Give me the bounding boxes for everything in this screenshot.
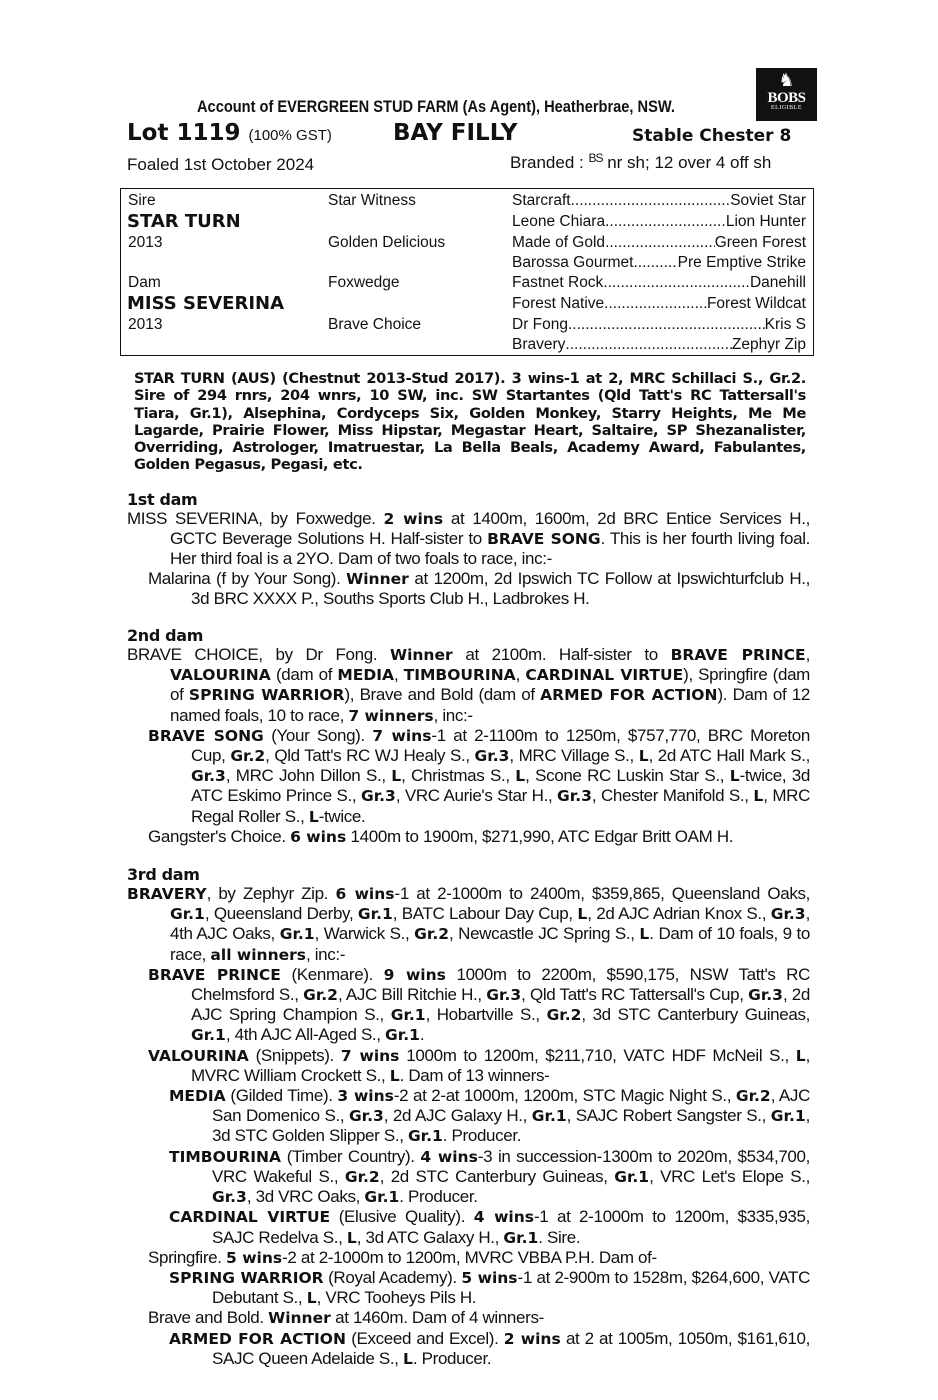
entry-text: , 2d AJC Adrian Knox S.,: [587, 904, 771, 924]
leader-dots: [565, 336, 732, 354]
great-grandsire: Fastnet Rock: [512, 274, 604, 291]
progeny-entry: [127, 1046, 810, 1086]
entry-bold-text: L: [515, 767, 526, 786]
entry-bold-text: Gr.1: [390, 1006, 426, 1025]
entry-text: . Sire.: [538, 1227, 581, 1247]
entry-text: , MRC John Dillon S.,: [225, 766, 392, 786]
logo-text: BOBS: [767, 90, 806, 106]
entry-text: , by Zephyr Zip.: [206, 884, 336, 904]
entry-bold-text: Gr.1: [407, 1127, 443, 1146]
foaled-date: Foaled 1st October 2024: [127, 155, 315, 174]
entry-text: , 3d STC Golden Slipper S.,: [212, 1106, 810, 1146]
entry-bold-text: ARMED FOR ACTION: [540, 686, 718, 705]
entry-bold-text: L: [403, 1349, 413, 1368]
entry-text: ,: [805, 645, 810, 665]
entry-bold-text: Winner: [268, 1309, 331, 1328]
leader-dots: [605, 234, 715, 252]
entry-text: -twice.: [318, 806, 366, 826]
entry-text: , inc:-: [306, 944, 346, 964]
entry-text: , VRC Tooheys Pils H.: [316, 1288, 477, 1308]
entry-bold-text: Gr.1: [770, 1107, 806, 1126]
entry-text: , 4th AJC Oaks,: [170, 904, 810, 944]
great-grandsire-sire: Danehill: [749, 274, 806, 291]
entry-text: BRAVE CHOICE, by Dr Fong.: [127, 645, 390, 665]
entry-text: (Snippets).: [248, 1045, 341, 1065]
entry-bold-text: Gr.2: [344, 1167, 380, 1186]
entry-bold-text: ARMED FOR ACTION: [169, 1329, 346, 1348]
great-grandsire-sire: Green Forest: [714, 234, 806, 251]
entry-bold-text: 2 wins: [503, 1329, 561, 1348]
brand-info: [510, 153, 771, 173]
entry-bold-text: 4 wins: [473, 1208, 534, 1227]
entry-text: -twice, 3d ATC Eskimo Prince S.,: [191, 766, 811, 806]
entry-text: (dam of: [270, 665, 338, 685]
entry-bold-text: Gr.1: [531, 1107, 567, 1126]
entry-text: , Newcastle JC Spring S.,: [449, 924, 640, 944]
entry-text: (Timber Country).: [281, 1146, 421, 1166]
entry-text: (Your Song).: [263, 725, 373, 745]
entry-bold-text: Gr.2: [546, 1006, 582, 1025]
leader-dots: [604, 295, 707, 313]
entry-text: . This is her fourth living foal. Her third foal is a 2YO. Dam of two foals to race, inc:-: [170, 529, 810, 569]
entry-text: ,: [515, 665, 526, 685]
entry-text: (Elusive Quality).: [330, 1207, 474, 1227]
entry-bold-text: TIMBOURINA: [169, 1147, 282, 1166]
entry-text: , AJC Bill Ritchie H.,: [337, 985, 487, 1005]
entry-bold-text: BRAVE PRINCE: [148, 965, 281, 984]
entry-text: . Dam of 13 winners-: [399, 1065, 550, 1085]
pedigree-grandparent-row: [512, 274, 806, 292]
dam-label: Dam: [128, 274, 161, 291]
entry-text: Springfire.: [148, 1247, 227, 1267]
progeny-entry: [127, 1308, 810, 1328]
sire-year: 2013: [128, 234, 163, 251]
entry-bold-text: 2 wins: [383, 510, 444, 528]
entry-text: . Producer.: [412, 1348, 492, 1368]
entry-text: -2 at 2-1000m to 1200m, MVRC VBBA P.H. Dam of-: [282, 1247, 657, 1267]
great-grandsire: Starcraft: [512, 192, 571, 209]
entry-bold-text: all winners: [210, 945, 306, 964]
entry-text: Gangster's Choice.: [148, 826, 291, 846]
entry-bold-text: SPRING WARRIOR: [169, 1268, 324, 1287]
entry-text: . Producer.: [442, 1126, 522, 1146]
entry-bold-text: Gr.1: [614, 1167, 650, 1186]
entry-bold-text: Gr.3: [191, 767, 226, 786]
entry-bold-text: Gr.3: [557, 787, 592, 806]
progeny-entry: [127, 569, 810, 608]
progeny-entry: [127, 645, 810, 726]
vendor-account: Account of EVERGREEN STUD FARM (As Agent), Heatherbrae, NSW.: [197, 97, 675, 116]
entry-text: , inc:-: [433, 705, 473, 725]
lot-number: [127, 120, 332, 146]
entry-text: , 3d STC Canterbury Guineas,: [581, 1005, 810, 1025]
dam-line: [127, 490, 810, 1387]
entry-bold-text: L: [729, 767, 740, 786]
family-section: [127, 490, 810, 608]
entry-text: -3 in succession-1300m to 2020m, $534,700, VRC Wakeful S.,: [212, 1146, 811, 1186]
entry-bold-text: Gr.1: [191, 1026, 226, 1045]
section-heading: 3rd dam: [127, 865, 200, 885]
entry-bold-text: 7 winners: [348, 706, 434, 725]
entry-text: Brave and Bold.: [148, 1308, 269, 1328]
entry-text: , 3d ATC Galaxy H.,: [356, 1227, 504, 1247]
progeny-entry: [127, 509, 810, 569]
entry-text: , MRC Village S.,: [509, 746, 639, 766]
entry-text: 1000m to 2200m, $590,175, NSW Tatt's RC Chelmsford S.,: [191, 964, 810, 1005]
branded-text: nr sh; 12 over 4 off sh: [607, 153, 772, 172]
entry-bold-text: L: [577, 905, 588, 924]
entry-text: (Royal Academy).: [323, 1267, 462, 1287]
entry-text: at 1400m, 1600m, 2d BRC Entice Services H., GCTC Beverage Solutions H. Half-sister to: [170, 509, 810, 549]
brand-mark-icon: BS: [588, 151, 603, 165]
entry-bold-text: BRAVERY: [127, 885, 207, 904]
entry-text: MISS SEVERINA, by Foxwedge.: [127, 509, 384, 528]
progeny-entry: [127, 1207, 810, 1247]
great-grandsire: Barossa Gourmet: [512, 254, 634, 271]
entry-bold-text: BRAVE SONG: [487, 530, 601, 549]
entry-text: , AJC San Domenico S.,: [212, 1086, 810, 1126]
entry-bold-text: Gr.3: [770, 905, 806, 924]
pedigree-grandparent-row: [512, 192, 806, 210]
pedigree-table: [120, 188, 814, 356]
entry-text: ), Brave and Bold (dam of: [344, 685, 541, 705]
entry-text: , VRC Let's Elope S.,: [649, 1166, 810, 1186]
entry-text: , Scone RC Luskin Star S.,: [525, 766, 730, 786]
entry-text: Malarina (f by Your Song).: [148, 568, 347, 588]
entry-bold-text: 3 wins: [337, 1087, 394, 1106]
entry-text: . Producer.: [399, 1187, 478, 1207]
entry-bold-text: 6 wins: [290, 827, 347, 846]
entry-bold-text: Gr.2: [230, 747, 266, 766]
entry-text: 1000m to 1200m, $211,710, VATC HDF McNeil S.,: [399, 1045, 796, 1065]
leader-dots: [605, 213, 726, 231]
entry-bold-text: MEDIA: [169, 1087, 226, 1106]
entry-text: ,: [394, 665, 404, 685]
section-heading: 2nd dam: [127, 626, 204, 646]
great-grandsire: Bravery: [512, 336, 566, 353]
entry-text: -1 at 2-1100m to 1250m, $757,770, BRC Moreton Cup,: [191, 725, 810, 766]
entry-bold-text: L: [306, 1289, 317, 1308]
great-grandsire: Dr Fong: [512, 316, 568, 333]
entry-text: (Kenmare).: [280, 964, 384, 984]
entry-text: -1 at 2-1000m to 1200m, $335,935, SAJC Redelva S.,: [212, 1207, 811, 1247]
dam-year: 2013: [128, 316, 163, 333]
entry-bold-text: 7 wins: [340, 1046, 400, 1065]
entry-text: , SAJC Robert Sangster S.,: [566, 1106, 771, 1126]
great-grandsire: Leone Chiara: [512, 213, 606, 230]
progeny-entry: [127, 1086, 810, 1147]
leader-dots: [633, 254, 677, 272]
dam-dam: Brave Choice: [328, 316, 422, 333]
entry-bold-text: Gr.3: [474, 747, 510, 766]
horse-icon: ♞: [778, 70, 795, 90]
entry-bold-text: 6 wins: [335, 885, 395, 904]
progeny-entry: [127, 1248, 810, 1268]
entry-bold-text: SPRING WARRIOR: [188, 686, 345, 705]
entry-text: , 3d VRC Oaks,: [246, 1187, 365, 1207]
entry-bold-text: VALOURINA: [148, 1046, 249, 1065]
entry-bold-text: 4 wins: [420, 1147, 478, 1166]
entry-bold-text: L: [391, 767, 402, 786]
entry-bold-text: Winner: [389, 646, 453, 665]
entry-bold-text: TIMBOURINA: [403, 666, 516, 685]
entry-bold-text: Gr.1: [503, 1228, 539, 1247]
progeny-entry: [127, 884, 810, 965]
progeny-entry: [127, 1268, 810, 1308]
entry-bold-text: Gr.3: [748, 986, 783, 1005]
entry-text: (Exceed and Excel).: [345, 1328, 504, 1348]
pedigree-grandparent-row: [512, 234, 806, 252]
sire-sire: Star Witness: [328, 192, 416, 209]
section-heading: 1st dam: [127, 490, 198, 509]
entry-text: ). Dam of 12 named foals, 10 to race,: [170, 685, 810, 725]
entry-bold-text: L: [638, 747, 649, 766]
entry-bold-text: CARDINAL VIRTUE: [169, 1208, 331, 1227]
leader-dots: [603, 274, 750, 292]
leader-dots: [571, 192, 731, 210]
progeny-entry: [127, 726, 810, 827]
entry-bold-text: Gr.1: [170, 905, 205, 924]
entry-bold-text: Gr.3: [348, 1107, 384, 1126]
entry-text: -1 at 2-900m to 1528m, $264,600, VATC Debutant S.,: [212, 1267, 811, 1308]
entry-text: , BATC Labour Day Cup,: [392, 904, 578, 924]
entry-bold-text: L: [308, 807, 319, 826]
pedigree-grandparent-row: [512, 336, 806, 354]
entry-bold-text: L: [795, 1046, 806, 1065]
entry-text: , Queensland Derby,: [204, 904, 358, 924]
entry-text: -2 at 2-at 1000m, 1200m, STC Magic Night S.,: [393, 1086, 736, 1106]
great-grandsire: Forest Native: [512, 295, 605, 312]
entry-bold-text: BRAVE PRINCE: [670, 646, 806, 665]
lot-label: Lot 1119: [127, 120, 241, 146]
entry-text: . Dam of 10 foals, 9 to race,: [170, 924, 811, 964]
entry-bold-text: Gr.3: [360, 787, 396, 806]
great-grandsire: Made of Gold: [512, 234, 606, 251]
progeny-entry: [127, 1147, 810, 1208]
great-grandsire-sire: Kris S: [764, 316, 806, 333]
pedigree-grandparent-row: [512, 213, 806, 231]
sire-name: STAR TURN: [127, 211, 241, 232]
entry-bold-text: L: [389, 1066, 400, 1085]
entry-text: , Warwick S.,: [314, 924, 415, 944]
dam-sire: Foxwedge: [328, 274, 400, 291]
progeny-entry: [127, 827, 810, 847]
entry-text: , MRC Regal Roller S.,: [191, 786, 810, 826]
entry-text: (Gilded Time).: [225, 1086, 338, 1106]
great-grandsire-sire: Pre Emptive Strike: [677, 254, 806, 271]
entry-bold-text: Gr.2: [414, 925, 449, 944]
entry-text: , 2d ATC Hall Mark S.,: [648, 746, 810, 766]
leader-dots: [568, 316, 765, 334]
entry-text: , Christmas S.,: [401, 766, 516, 786]
sire-label: Sire: [128, 192, 156, 209]
pedigree-grandparent-row: [512, 316, 806, 334]
family-section: [127, 865, 810, 1369]
entry-text: 1400m to 1900m, $271,990, ATC Edgar Britt OAM H.: [346, 826, 734, 846]
entry-bold-text: CARDINAL VIRTUE: [525, 666, 684, 685]
entry-text: , 2d AJC Galaxy H.,: [383, 1106, 532, 1126]
entry-text: .: [419, 1025, 425, 1045]
entry-bold-text: Winner: [346, 569, 409, 588]
pedigree-grandparent-row: [512, 295, 806, 313]
entry-bold-text: L: [639, 925, 650, 944]
bobs-eligible-logo: [756, 68, 817, 121]
entry-bold-text: MEDIA: [337, 666, 394, 685]
entry-bold-text: Gr.2: [303, 986, 338, 1005]
progeny-entry: [127, 965, 810, 1046]
great-grandsire-sire: Zephyr Zip: [731, 336, 806, 353]
entry-bold-text: BRAVE SONG: [148, 726, 264, 745]
sire-dam: Golden Delicious: [328, 234, 446, 251]
entry-text: at 2 at 1005m, 1050m, $161,610, SAJC Queen Adelaide S.,: [212, 1328, 810, 1368]
entry-text: , 2d STC Canterbury Guineas,: [379, 1166, 615, 1186]
entry-text: , MVRC William Crockett S.,: [191, 1045, 811, 1085]
dam-name: MISS SEVERINA: [127, 293, 285, 314]
entry-bold-text: Gr.1: [279, 925, 315, 944]
gst-note: (100% GST): [248, 127, 332, 144]
pedigree-grandparent-row: [512, 254, 806, 272]
entry-bold-text: Gr.1: [364, 1188, 400, 1207]
entry-bold-text: Gr.1: [357, 905, 393, 924]
entry-bold-text: Gr.3: [212, 1188, 247, 1207]
entry-text: at 1460m. Dam of 4 winners-: [330, 1308, 544, 1328]
logo-subtext: ELIGIBLE: [771, 105, 802, 111]
entry-text: , 2d AJC Spring Champion S.,: [191, 985, 811, 1025]
entry-text: , Chester Manifold S.,: [591, 786, 754, 806]
entry-bold-text: 5 wins: [461, 1268, 518, 1287]
entry-text: at 2100m. Half-sister to: [452, 645, 671, 665]
entry-bold-text: 9 wins: [383, 965, 446, 984]
entry-text: , 4th AJC All-Aged S.,: [225, 1025, 386, 1045]
branded-label: Branded :: [510, 153, 584, 172]
progeny-entry: [127, 1329, 810, 1369]
entry-text: at 1200m, 2d Ipswich TC Follow at Ipswichturfclub H., 3d BRC XXXX P., Souths Sports Club H., Ladbrokes H.: [191, 568, 810, 608]
sire-summary: STAR TURN (AUS) (Chestnut 2013-Stud 2017). 3 wins-1 at 2, MRC Schillaci S., Gr.2. Sire of 294 rnrs, 204 wnrs, 10 SW, inc. SW Startantes (Qld Tatt's RC Tattersall's Tiara, Gr.1), Alsephina, Cordyceps Six, Golden Monkey, Starry Heights, Me Me Lagarde, Prairie Flower, Miss Hipstar, Megastar Heart, Saltaire, SP Shezanalister, Overriding, Astrologer, Imatruestar, La Bella Beals, Academy Award, Fabulantes, Golden Pegasus, Pegasi, etc.: [134, 370, 806, 474]
entry-text: , Qld Tatt's RC WJ Healy S.,: [265, 746, 475, 766]
stable-location: Stable Chester 8: [632, 126, 792, 146]
horse-description: BAY FILLY: [393, 120, 518, 146]
entry-text: ), Springfire (dam of: [170, 665, 810, 705]
great-grandsire-sire: Forest Wildcat: [706, 295, 806, 312]
entry-bold-text: Gr.3: [486, 986, 522, 1005]
entry-bold-text: Gr.2: [735, 1087, 771, 1106]
entry-text: , Qld Tatt's RC Tattersall's Cup,: [521, 985, 749, 1005]
entry-bold-text: 5 wins: [226, 1248, 283, 1267]
entry-bold-text: Gr.1: [385, 1026, 420, 1045]
great-grandsire-sire: Lion Hunter: [725, 213, 806, 230]
entry-bold-text: L: [753, 787, 764, 806]
entry-bold-text: VALOURINA: [170, 666, 271, 685]
family-section: [127, 626, 810, 847]
entry-bold-text: 7 wins: [372, 726, 432, 745]
entry-bold-text: L: [346, 1228, 357, 1247]
entry-text: , VRC Aurie's Star H.,: [395, 786, 558, 806]
entry-text: -1 at 2-1000m to 2400m, $359,865, Queensland Oaks,: [394, 884, 811, 904]
great-grandsire-sire: Soviet Star: [730, 192, 806, 209]
entry-text: , Hobartville S.,: [425, 1005, 547, 1025]
